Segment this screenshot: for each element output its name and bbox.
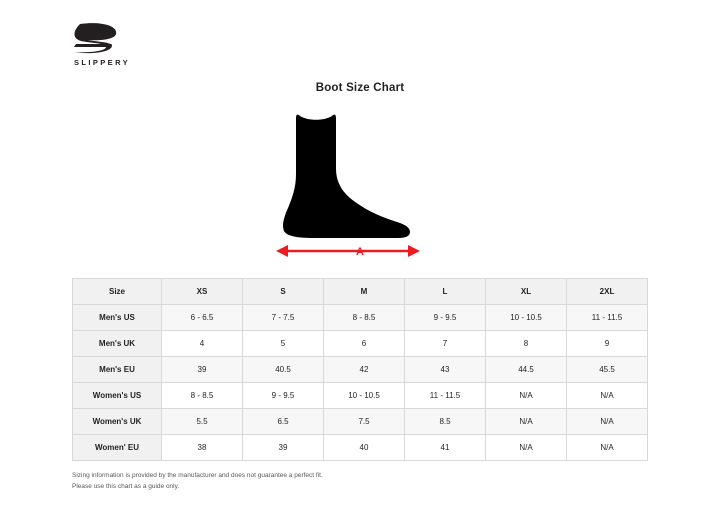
table-header-cell: XL [486,279,567,305]
footnote [72,470,492,492]
table-cell: 43 [405,357,486,383]
table-cell: 39 [162,357,243,383]
row-label: Women's UK [73,409,162,435]
page-title: Boot Size Chart [315,82,405,94]
table-row [73,331,648,357]
table-row [73,357,648,383]
table-cell: 10 - 10.5 [324,383,405,409]
table-cell: N/A [567,435,648,461]
table-row [73,409,648,435]
table-cell: 39 [243,435,324,461]
table-cell: 10 - 10.5 [486,305,567,331]
table-cell: N/A [486,409,567,435]
table-cell: 8.5 [405,409,486,435]
table-header-cell: 2XL [567,279,648,305]
footnote-line-1: Sizing information is provided by the manufacturer and does not guarantee a perfect fit. [72,472,323,479]
table-cell: N/A [486,435,567,461]
table-cell: 45.5 [567,357,648,383]
row-label: Men's US [73,305,162,331]
row-label: Men's UK [73,331,162,357]
table-cell: 6 [324,331,405,357]
table-cell: 38 [162,435,243,461]
table-cell: 5 [243,331,324,357]
boot-silhouette-icon [270,112,450,262]
table-cell: 42 [324,357,405,383]
table-cell: 9 - 9.5 [243,383,324,409]
table-header-row [73,279,648,305]
table-row [73,383,648,409]
table-cell: 9 - 9.5 [405,305,486,331]
footnote-line-2: Please use this chart as a guide only. [72,483,180,491]
table-cell: N/A [567,409,648,435]
row-label: Men's EU [73,357,162,383]
table-cell: N/A [486,383,567,409]
table-cell: 4 [162,331,243,357]
boot-diagram [270,112,450,262]
table-cell: 6.5 [243,409,324,435]
brand-logo [72,22,150,70]
table-cell: 7 - 7.5 [243,305,324,331]
table-cell: 8 - 8.5 [162,383,243,409]
brand-wordmark: SLIPPERY [74,58,131,67]
table-row [73,305,648,331]
table-row [73,435,648,461]
row-label: Women's US [73,383,162,409]
table-cell: 41 [405,435,486,461]
table-cell: 40.5 [243,357,324,383]
table-cell: 5.5 [162,409,243,435]
table-header-cell: S [243,279,324,305]
table-cell: 8 - 8.5 [324,305,405,331]
table-header-cell: Size [73,279,162,305]
measure-label-a: A [356,246,364,258]
table-cell: 40 [324,435,405,461]
row-label: Women' EU [73,435,162,461]
table-cell: 11 - 11.5 [567,305,648,331]
table-cell: 44.5 [486,357,567,383]
table-cell: 9 [567,331,648,357]
table-cell: N/A [567,383,648,409]
table-cell: 6 - 6.5 [162,305,243,331]
table-header-cell: L [405,279,486,305]
table-cell: 11 - 11.5 [405,383,486,409]
table-header-cell: XS [162,279,243,305]
slippery-s-logo-icon [72,22,146,56]
table-cell: 7 [405,331,486,357]
table-cell: 7.5 [324,409,405,435]
table-header-cell: M [324,279,405,305]
table-cell: 8 [486,331,567,357]
size-chart-table [72,278,648,461]
